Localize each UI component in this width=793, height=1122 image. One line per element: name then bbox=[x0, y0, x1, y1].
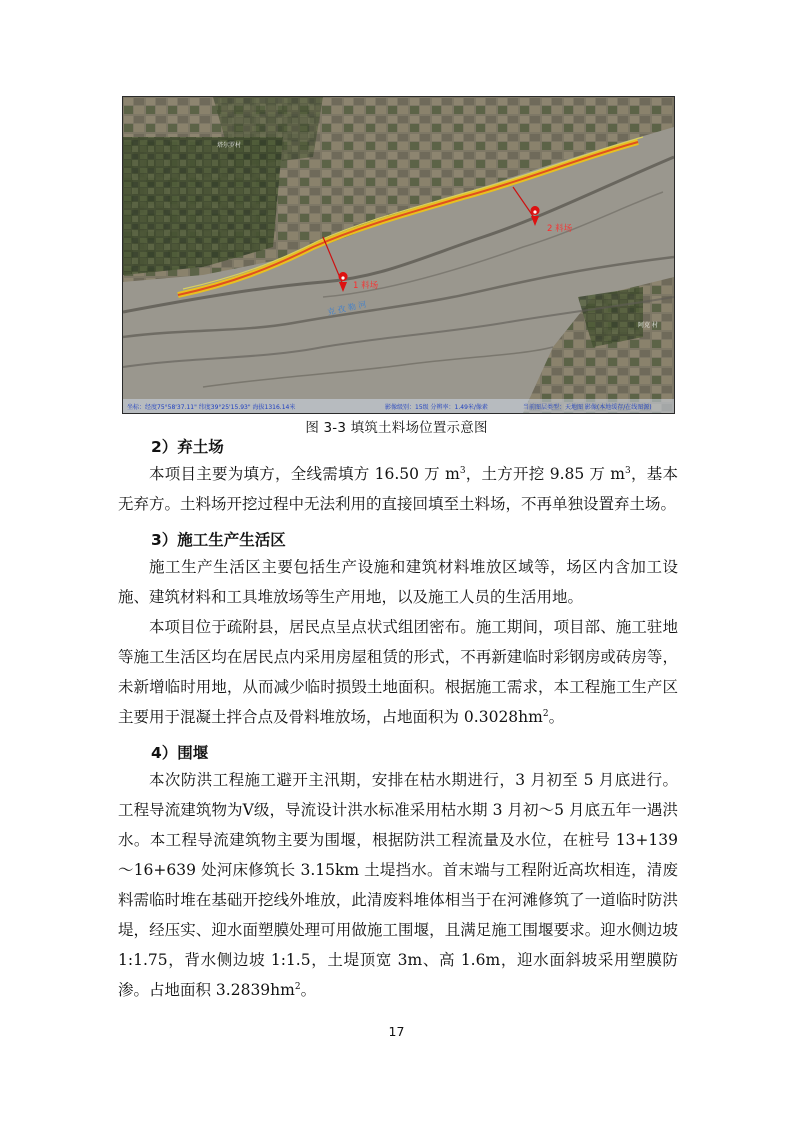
map-label-village: 阿克 村 bbox=[638, 322, 658, 329]
figure-caption: 图 3-3 填筑土料场位置示意图 bbox=[305, 420, 488, 436]
section-heading-cofferdam: 4）围堰 bbox=[151, 744, 209, 762]
map-statusbar-coords: 坐标：经度75°58'37.11" 纬度39°25'15.93" 海拔1316.14米 bbox=[127, 404, 296, 411]
map-statusbar-zoom: 影像级别：15级 分辨率：1.49米/像素 bbox=[385, 404, 488, 411]
map-label-stockyard-2: 2 料场 bbox=[547, 224, 573, 234]
map-label-stockyard-1: 1 料场 bbox=[353, 281, 379, 291]
map-label-river: 克 孜 勒 河 bbox=[326, 299, 368, 317]
paragraph-cofferdam: 本次防洪工程施工避开主汛期，安排在枯水期进行，3 月初至 5 月底进行。工程导流建筑物为Ⅴ级，导流设计洪水标准采用枯水期 3 月初～5 月底五年一遇洪水。本工程导流建筑物主要为围堰，根据防洪工程流量及水位，在桩号 13+139～16+639 处河床修筑长 3.15km 土堤挡水。首末端与工程附近高坎相连，清废料需临时堆在基础开挖线外堆放，此清废料堆体相当于在河滩修筑了一道临时防洪堤，经压实、迎水面塑膜处理可用做施工围堰，且满足施工围堰要求。迎水侧边坡 1:1.75，背水侧边坡 1:1.5，土堤顶宽 3m、高 1.6m，迎水面斜坡采用塑膜防渗。占地面积 $3.2839hm^2$。 bbox=[118, 771, 678, 999]
section-heading-construction-area: 3）施工生产生活区 bbox=[151, 531, 286, 549]
map-statusbar-layer: 当前图层类型：天地图 影像(本地缓存/在线图源) bbox=[523, 404, 652, 411]
satellite-map-figure bbox=[122, 96, 675, 414]
paragraph-construction-area-1: 施工生产生活区主要包括生产设施和建筑材料堆放区域等，场区内含加工设施、建筑材料和工具堆放场等生产用地，以及施工人员的生活用地。 bbox=[118, 558, 678, 606]
paragraph-construction-area-2: 本项目位于疏附县，居民点呈点状式组团密布。施工期间，项目部、施工驻地等施工生活区均在居民点内采用房屋租赁的形式，不再新建临时彩钢房或砖房等，未新增临时用地，从而减少临时损毁土地面积。根据施工需求，本工程施工生产区主要用于混凝土拌合点及骨料堆放场，占地面积为 $0.3028hm^2$。 bbox=[118, 618, 678, 726]
map-label-town: 塔尔罗村 bbox=[217, 142, 242, 149]
satellite-map bbox=[123, 97, 674, 413]
page-number: 17 bbox=[388, 1024, 405, 1039]
paragraph-spoil-site: 本项目主要为填方，全线需填方 16.50 万 $m^3$，土方开挖 9.85 万 $m^3$，基本无弃方。土料场开挖过程中无法利用的直接回填至土料场，不再单独设置弃土场。 bbox=[118, 465, 678, 513]
section-heading-spoil-site: 2）弃土场 bbox=[151, 438, 224, 456]
